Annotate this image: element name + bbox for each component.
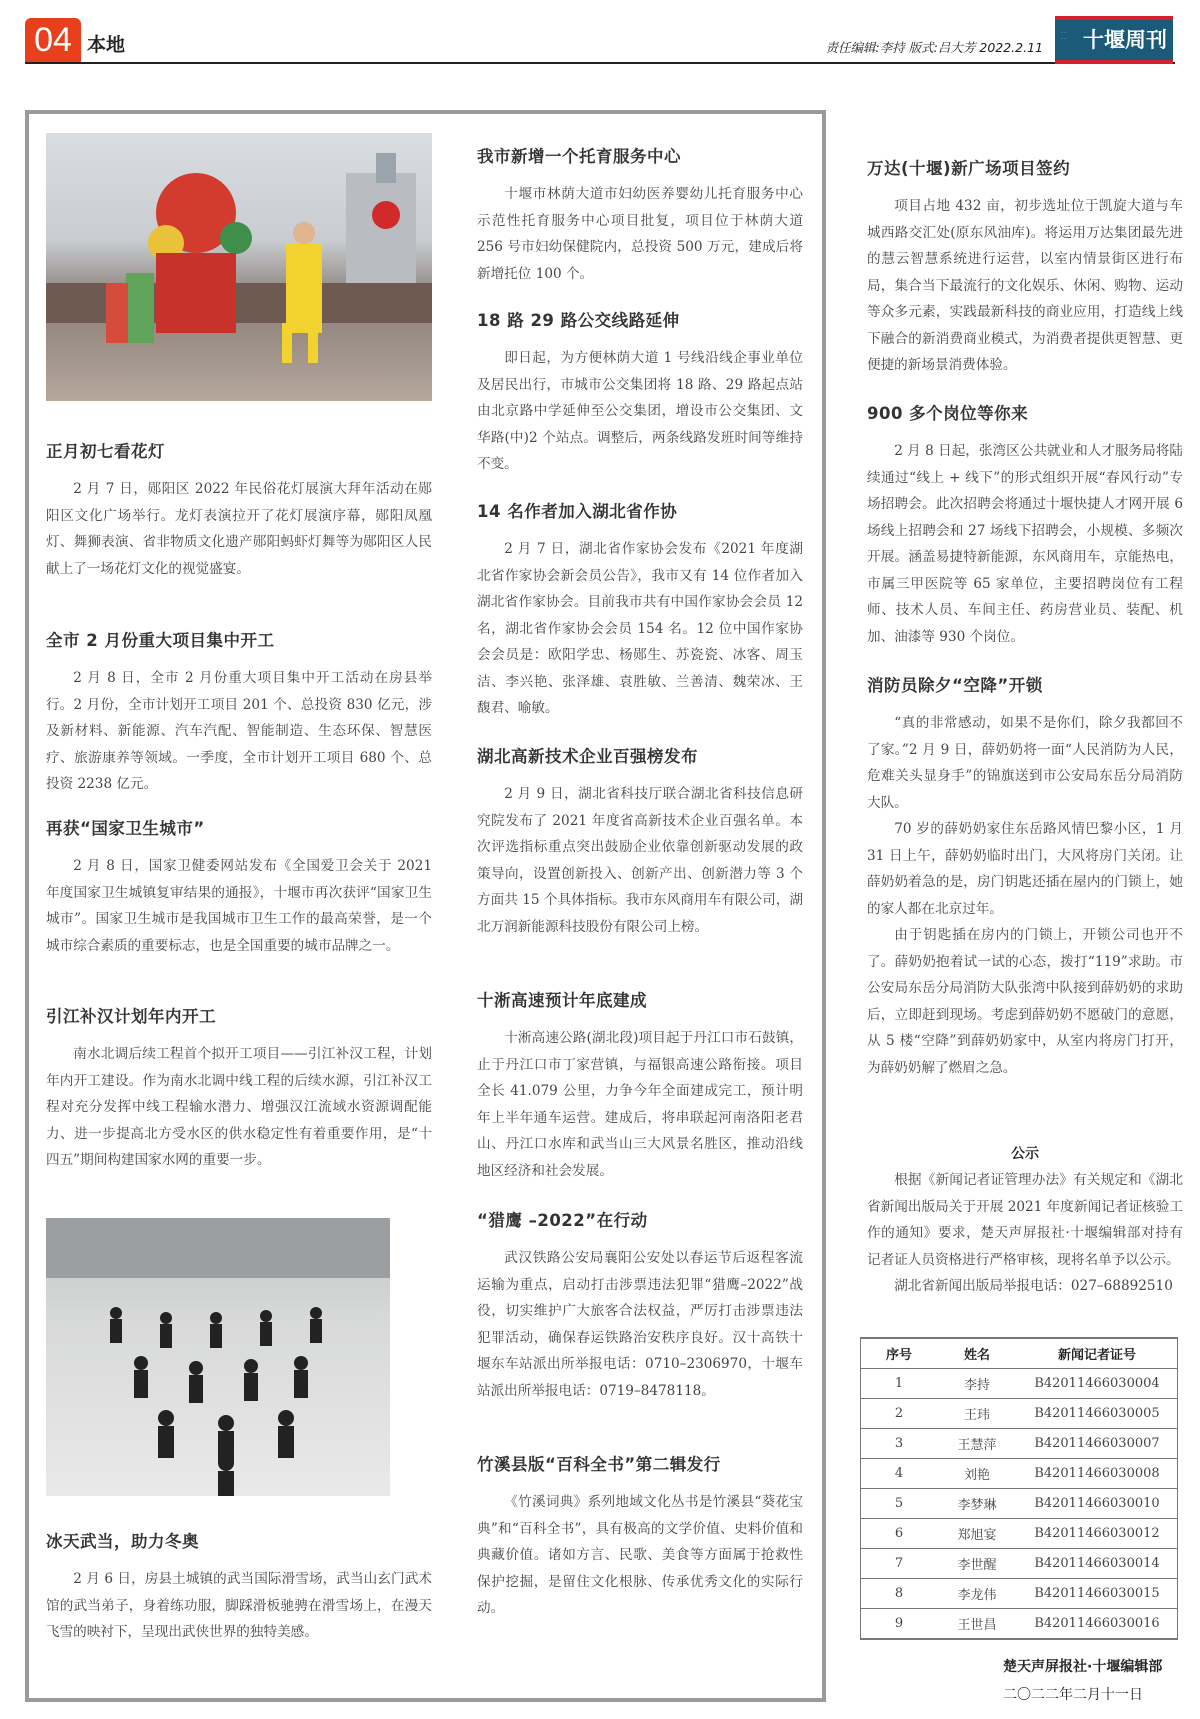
public-notice (867, 1143, 1183, 1300)
notice-phone: 湖北省新闻出版局举报电话：027–68892510 (894, 1278, 1173, 1294)
cell-card-number: B42011466030015 (1017, 1579, 1177, 1609)
press-card-table-grid (861, 1338, 1177, 1639)
article-hightech (477, 743, 803, 940)
page-header (25, 14, 1175, 64)
col-header-card-number: 新闻记者证号 (1017, 1339, 1177, 1369)
article-body: 即日起，为方便林荫大道 1 号线沿线企事业单位及居民出行，市城市公交集团将 18 路、29 路起点站由北京路中学延伸至公交集团，增设市公交集团、文华路(中)2 个站点。调整后，两条线路发班时间等维持不变。 (477, 350, 803, 472)
cell-index: 2 (861, 1399, 937, 1429)
article-title: 引江补汉计划年内开工 (46, 1007, 216, 1026)
page-number: 04 (25, 18, 81, 62)
article-body: 2 月 7 日，湖北省作家协会发布《2021 年度湖北省作家协会新会员公告》，我市又有 14 位作者加入湖北省作家协会。目前我市共有中国作家协会会员 12 名，湖北省作家协会会员 154 名。12 位中国作家协会会员是：欧阳学忠、杨郧生、苏瓷瓷、冰客、周玉洁、李兴艳、张泽雄、袁胜敏、兰善清、魏荣冰、王馥君、喻敏。 (477, 541, 803, 716)
editor-credits: 责任编辑:李持 版式:吕大芳 2022.2.11 (825, 40, 1043, 55)
col-header-name: 姓名 (937, 1339, 1017, 1369)
article-body: 《竹溪词典》系列地域文化丛书是竹溪县“葵花宝典”和“百科全书”，具有极高的文学价值、史料价值和典藏价值。诸如方言、民歌、美食等方面属于抢救性保护挖掘，是留住文化根脉、传承优秀文化的实际行动。 (477, 1494, 803, 1616)
article-title: 湖北高新技术企业百强榜发布 (477, 747, 698, 766)
notice-title: 公示 (1011, 1146, 1039, 1162)
cell-name: 李持 (937, 1369, 1017, 1399)
cell-card-number: B42011466030008 (1017, 1459, 1177, 1489)
article-expressway (477, 987, 803, 1184)
article-childcare (477, 143, 803, 287)
cell-card-number: B42011466030010 (1017, 1489, 1177, 1519)
article-title: 14 名作者加入湖北省作协 (477, 502, 678, 521)
cell-card-number: B42011466030005 (1017, 1399, 1177, 1429)
article-body: 由于钥匙插在房内的门锁上，开锁公司也开不了。薛奶奶抱着试一试的心态，拨打“119”求助。市公安局东岳分局消防大队张湾中队接到薛奶奶的求助后，立即赶到现场。考虑到薛奶奶不愿破门的意愿，从 5 楼“空降”到薛奶奶家中，从室内将房门打开，为薛奶奶解了燃眉之急。 (867, 927, 1183, 1076)
article-body: 2 月 6 日，房县土城镇的武当国际滑雪场，武当山玄门武术馆的武当弟子，身着练功服，脚踩滑板驰骋在滑雪场上，在漫天飞雪的映衬下，呈现出武侠世界的独特美感。 (46, 1571, 432, 1640)
cell-card-number: B42011466030004 (1017, 1369, 1177, 1399)
table-row (861, 1519, 1177, 1549)
table-row (861, 1549, 1177, 1579)
lantern-festival-photo (46, 133, 432, 401)
article-body: 项目占地 432 亩，初步选址位于凯旋大道与车城西路交汇处(原东风油库)。将运用万达集团最先进的慧云智慧系统进行运营，以室内情景街区进行布局，集合当下最流行的文化娱乐、休闲、购物、运动等众多元素，实践最新科技的商业应用，打造线上线下融合的新消费商业模式，为消费者提供更智慧、更便捷的新场景消费体验。 (867, 198, 1183, 373)
article-wudang-ski (46, 1528, 432, 1646)
article-firefighters (867, 672, 1183, 1081)
article-title: 消防员除夕“空降”开锁 (867, 676, 1043, 695)
article-falcon-2022 (477, 1207, 803, 1404)
article-title: 900 多个岗位等你来 (867, 404, 1029, 423)
table-row (861, 1609, 1177, 1639)
table-header-row (861, 1339, 1177, 1369)
article-encyclopedia (477, 1451, 803, 1622)
cell-index: 9 (861, 1609, 937, 1639)
ski-photo-illustration (46, 1218, 390, 1496)
article-title: 正月初七看花灯 (46, 442, 165, 461)
cell-card-number: B42011466030016 (1017, 1609, 1177, 1639)
cell-index: 5 (861, 1489, 937, 1519)
article-body: 2 月 8 日，国家卫健委网站发布《全国爱卫会关于 2021 年度国家卫生城镇复审结果的通报》，十堰市再次获评“国家卫生城市”。国家卫生城市是我国城市卫生工作的最高荣誉，是一个城市综合素质的重要标志，也是全国重要的城市品牌之一。 (46, 858, 432, 954)
press-card-table (860, 1337, 1178, 1640)
article-title: 全市 2 月份重大项目集中开工 (46, 631, 275, 650)
notice-signature: 楚天声屏报社·十堰编辑部 (1003, 1659, 1163, 1675)
cell-card-number: B42011466030014 (1017, 1549, 1177, 1579)
article-body: 2 月 9 日，湖北省科技厅联合湖北省科技信息研究院发布了 2021 年度省高新技术企业百强名单。本次评选指标重点突出鼓励企业依靠创新驱动发展的政策导向，设置创新投入、创新产出、创新潜力等 3 个方面共 15 个具体指标。我市东风商用车有限公司，湖北万润新能源科技股份有限公司上榜。 (477, 786, 803, 935)
article-health-city (46, 815, 432, 959)
article-body: 十堰市林荫大道市妇幼医养婴幼儿托育服务中心示范性托育服务中心项目批复，项目位于林荫大道 256 号市妇幼保健院内，总投资 500 万元，建成后将新增托位 100 个。 (477, 186, 803, 282)
table-row (861, 1459, 1177, 1489)
masthead-logo (1055, 16, 1173, 64)
cell-name: 李世醒 (937, 1549, 1017, 1579)
ski-photo (46, 1218, 390, 1496)
masthead-title: 十堰周刊 (1083, 27, 1167, 52)
cell-name: 郑旭宴 (937, 1519, 1017, 1549)
article-major-projects (46, 627, 432, 798)
col-header-index: 序号 (861, 1339, 937, 1369)
article-body: “真的非常感动，如果不是你们，除夕我都回不了家。”2 月 9 日，薛奶奶将一面“人民消防为人民，危难关头显身手”的锦旗送到市公安局东岳分局消防大队。 (867, 715, 1183, 811)
cell-index: 7 (861, 1549, 937, 1579)
cell-index: 1 (861, 1369, 937, 1399)
article-title: 十淅高速预计年底建成 (477, 991, 647, 1010)
cell-name: 李龙伟 (937, 1579, 1017, 1609)
article-body: 2 月 8 日，全市 2 月份重大项目集中开工活动在房县举行。2 月份，全市计划开工项目 201 个、总投资 830 亿元，涉及新材料、新能源、汽车汽配、智能制造、生态环保、智慧医疗、旅游康养等领域。一季度，全市计划开工项目 680 个、总投资 2238 亿元。 (46, 670, 432, 792)
article-body: 十淅高速公路(湖北段)项目起于丹江口市石鼓镇，止于丹江口市丁家营镇，与福银高速公路衔接。项目全长 41.079 公里，力争今年全面建成完工，预计明年上半年通车运营。建成后，将串联起河南洛阳老君山、丹江口水库和武当山三大风景名胜区，推动沿线地区经济和社会发展。 (477, 1030, 803, 1179)
article-bus-routes (477, 307, 803, 478)
article-title: 竹溪县版“百科全书”第二辑发行 (477, 1455, 721, 1474)
article-title: “猎鹰 –2022”在行动 (477, 1211, 648, 1230)
table-row (861, 1489, 1177, 1519)
article-title: 冰天武当，助力冬奥 (46, 1532, 199, 1551)
cell-name: 王玮 (937, 1399, 1017, 1429)
article-body: 南水北调后续工程首个拟开工项目——引江补汉工程，计划年内开工建设。作为南水北调中线工程的后续水源，引江补汉工程对充分发挥中线工程输水潜力、增强汉江流域水资源调配能力、进一步提高北方受水区的供水稳定性有着重要作用，是“十四五”期间构建国家水网的重要一步。 (46, 1046, 432, 1168)
article-body: 武汉铁路公安局襄阳公安处以春运节后返程客流运输为重点，启动打击涉票违法犯罪“猎鹰–2022”战役，切实维护广大旅客合法权益，严厉打击涉票违法犯罪活动，确保春运铁路治安秩序良好。汉十高铁十堰东车站派出所举报电话：0710–2306970，十堰车站派出所举报电话：0719–8478118。 (477, 1250, 803, 1399)
table-row (861, 1579, 1177, 1609)
table-row (861, 1429, 1177, 1459)
article-writers (477, 498, 803, 722)
article-body: 70 岁的薛奶奶家住东岳路风情巴黎小区，1 月 31 日上午，薛奶奶临时出门，大风将房门关闭。让薛奶奶着急的是，房门钥匙还插在屋内的门锁上，她的家人都在北京过年。 (867, 821, 1183, 917)
cell-index: 3 (861, 1429, 937, 1459)
article-water-diversion (46, 1003, 432, 1174)
article-jobs (867, 400, 1183, 650)
article-title: 我市新增一个托育服务中心 (477, 147, 681, 166)
cell-index: 8 (861, 1579, 937, 1609)
article-title: 18 路 29 路公交线路延伸 (477, 311, 680, 330)
table-row (861, 1399, 1177, 1429)
article-wanda-plaza (867, 155, 1183, 379)
notice-body: 根据《新闻记者证管理办法》有关规定和《湖北省新闻出版局关于开展 2021 年度新闻记者证核验工作的通知》要求，楚天声屏报社·十堰编辑部对持有记者证人员资格进行严格审核，现将名单予以公示。 (867, 1172, 1183, 1268)
cell-name: 刘艳 (937, 1459, 1017, 1489)
article-body: 2 月 8 日起，张湾区公共就业和人才服务局将陆续通过“线上 + 线下”的形式组织开展“春风行动”专场招聘会。此次招聘会将通过十堰快捷人才网开展 6 场线上招聘会和 27 场线下招聘会，小规模、多频次开展。涵盖易捷特新能源，东风商用车，京能热电，市属三甲医院等 65 家单位，主要招聘岗位有工程师、技术人员、车间主任、药房营业员、装配、机加、油漆等 930 个岗位。 (867, 443, 1183, 645)
cell-name: 王世昌 (937, 1609, 1017, 1639)
cell-index: 6 (861, 1519, 937, 1549)
notice-date: 二〇二二年二月十一日 (1003, 1687, 1143, 1703)
lantern-photo-illustration (46, 133, 432, 401)
cell-name: 李梦琳 (937, 1489, 1017, 1519)
article-title: 万达(十堰)新广场项目签约 (867, 159, 1071, 178)
table-row (861, 1369, 1177, 1399)
section-title: 本地 (87, 34, 126, 56)
article-lantern (46, 438, 432, 582)
cell-name: 王慧萍 (937, 1429, 1017, 1459)
cell-card-number: B42011466030012 (1017, 1519, 1177, 1549)
masthead-ornament: · · · · (1061, 30, 1066, 42)
cell-card-number: B42011466030007 (1017, 1429, 1177, 1459)
cell-index: 4 (861, 1459, 937, 1489)
article-title: 再获“国家卫生城市” (46, 819, 205, 838)
article-body: 2 月 7 日，郧阳区 2022 年民俗花灯展演大拜年活动在郧阳区文化广场举行。龙灯表演拉开了花灯展演序幕，郧阳凤凰灯、舞狮表演、省非物质文化遗产郧阳蚂虾灯舞等为郧阳区人民献上了一场花灯文化的视觉盛宴。 (46, 481, 432, 577)
